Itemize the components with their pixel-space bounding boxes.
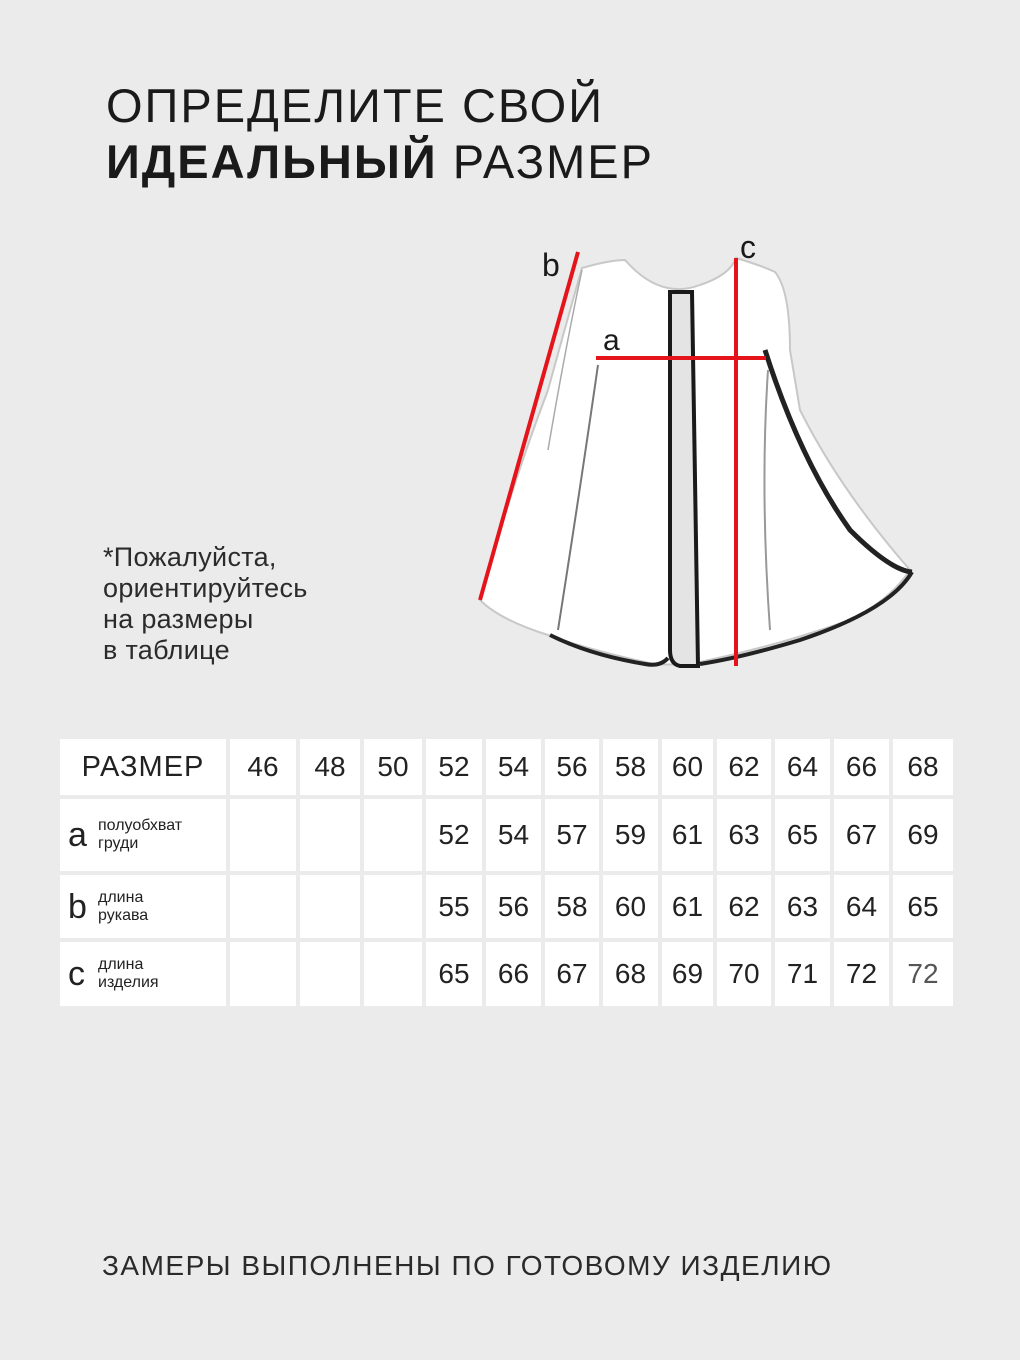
size-table [56,735,957,1010]
row-desc-line-2: изделия [98,974,159,991]
note-line-2: ориентируйтесь [103,573,308,603]
placket [670,292,698,666]
size-header-cell: 64 [775,739,830,795]
label-c: c [740,230,756,265]
table-cell: 69 [893,799,953,871]
table-cell: 72 [893,942,953,1006]
row-label-cell [60,875,226,938]
table-cell: 56 [486,875,541,938]
size-header-cell: 48 [300,739,360,795]
row-desc-line-1: полуобхват [98,817,183,834]
note-line-4: в таблице [103,635,230,665]
table-cell: 65 [426,942,482,1006]
row-letter: b [68,887,87,926]
row-description [98,889,148,925]
table-cell [364,799,422,871]
table-cell: 64 [834,875,889,938]
table-cell: 57 [545,799,599,871]
page-title [106,78,654,190]
size-header-cell: 60 [662,739,713,795]
row-description [98,956,159,992]
table-cell [300,799,360,871]
title-line-1: ОПРЕДЕЛИТЕ СВОЙ [106,79,605,132]
table-cell: 71 [775,942,830,1006]
row-label [60,889,226,925]
size-note [103,542,308,666]
size-header-cell: 62 [717,739,771,795]
table-cell: 65 [775,799,830,871]
row-desc-line-2: рукава [98,906,149,924]
size-header-cell: 66 [834,739,889,795]
table-row [60,799,953,871]
table-cell: 55 [426,875,482,938]
row-label [60,956,226,992]
table-cell: 59 [603,799,658,871]
table-cell: 63 [775,875,830,938]
row-description [98,817,182,853]
label-b: b [542,247,560,283]
table-cell: 60 [603,875,658,938]
size-header-cell: 52 [426,739,482,795]
size-header-cell: 68 [893,739,953,795]
row-label-cell [60,799,226,871]
table-cell: 61 [662,799,713,871]
table-cell: 69 [662,942,713,1006]
row-desc-line-1: длина [98,956,144,973]
table-cell: 68 [603,942,658,1006]
title-bold-word: ИДЕАЛЬНЫЙ [106,135,438,188]
note-line-3: на размеры [103,604,254,634]
table-cell: 70 [717,942,771,1006]
table-row [60,875,953,938]
table-cell [230,875,296,938]
row-label [60,817,226,853]
size-header-cell: 46 [230,739,296,795]
row-desc-line-2: груди [98,835,139,852]
garment-diagram [470,230,930,680]
table-cell [300,875,360,938]
table-cell: 67 [834,799,889,871]
table-cell: 58 [545,875,599,938]
note-line-1: *Пожалуйста, [103,542,277,572]
table-cell: 66 [486,942,541,1006]
size-header-cell: 54 [486,739,541,795]
table-cell: 52 [426,799,482,871]
size-header-label: РАЗМЕР [60,739,226,795]
table-cell: 67 [545,942,599,1006]
table-cell [230,799,296,871]
size-header-cell: 50 [364,739,422,795]
table-cell: 63 [717,799,771,871]
table-row [60,942,953,1006]
table-cell: 61 [662,875,713,938]
table-cell [364,942,422,1006]
cardigan-sketch [470,230,930,680]
size-header-row [60,739,953,795]
table-cell [300,942,360,1006]
title-line-2 [106,134,654,190]
table-cell [364,875,422,938]
label-a: a [603,324,620,357]
row-letter: a [68,816,87,854]
table-cell: 62 [717,875,771,938]
table-cell: 72 [834,942,889,1006]
row-label-cell [60,942,226,1006]
row-desc-line-1: длина [98,888,144,906]
size-header-cell: 58 [603,739,658,795]
size-header-cell: 56 [545,739,599,795]
table-cell: 54 [486,799,541,871]
title-rest-word: РАЗМЕР [452,135,654,188]
footer-note: ЗАМЕРЫ ВЫПОЛНЕНЫ ПО ГОТОВОМУ ИЗДЕЛИЮ [102,1250,833,1281]
row-letter: c [68,955,85,993]
table-cell [230,942,296,1006]
table-cell: 65 [893,875,953,938]
